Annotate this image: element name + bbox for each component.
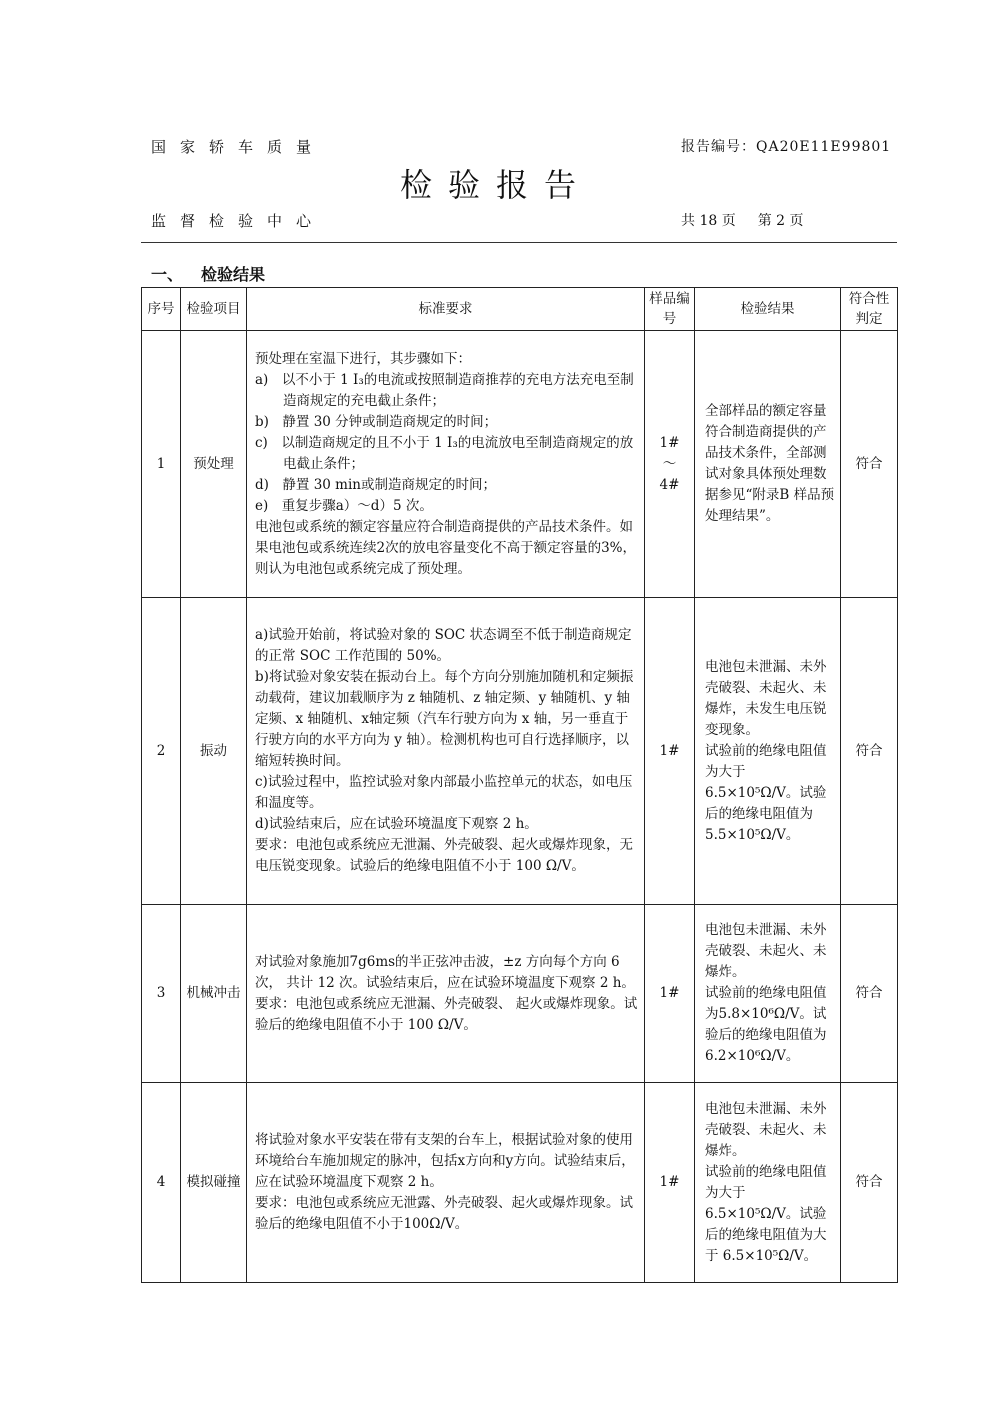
row-verdict: 符合 [841,905,898,1083]
requirement-line: 要求：电池包或系统应无泄漏、外壳破裂、 起火或爆炸现象。试验后的绝缘电阻值不小于 100 Ω/V。 [255,995,638,1033]
row-result [695,1083,841,1283]
requirement-line: e) 重复步骤a）～d）5 次。 [255,497,433,514]
row-sample [645,1083,695,1283]
sample-line: 1# [659,985,680,1001]
row-requirements [247,598,645,905]
requirement-line: d) 静置 30 min或制造商规定的时间； [255,476,496,493]
result-line: 试验前的绝缘电阻值为大于 6.5×10⁵Ω/V。试验后的绝缘电阻值为5.5×10⁵Ω/V。 [705,742,827,843]
requirement-line: b)将试验对象安装在振动台上。每个方向分别施加随机和定频振动载荷，建议加载顺序为 z 轴随机、z 轴定频、y 轴随机、y 轴定频、x 轴随机、x轴定频（汽车行驶方向为 x 轴，另一垂直于行驶方向的水平方向为 y 轴）。检测机构也可自行选择顺序，以缩短转换时间。 [255,669,634,769]
requirement-line: 将试验对象水平安装在带有支架的台车上，根据试验对象的使用环境给台车施加规定的脉冲，包括x方向和y方向。试验结束后，应在试验环境温度下观察 2 h。 [255,1132,635,1190]
row-verdict: 符合 [841,1083,898,1283]
row-requirements [247,905,645,1083]
row-sample [645,905,695,1083]
requirement-line: d)试验结束后，应在试验环境温度下观察 2 h。 [255,816,538,832]
result-line: 电池包未泄漏、未外壳破裂、未起火、未爆炸。 [705,1100,827,1159]
requirement-line: 对试验对象施加7g6ms的半正弦冲击波，±z 方向每个方向 6 次， 共计 12 次。试验结束后，应在试验环境温度下观察 2 h。 [255,953,635,991]
col-header-item: 检验项目 [181,288,247,331]
sample-line: 1# [659,742,680,759]
table-row [142,598,898,905]
header-divider [141,242,897,243]
page-info [681,210,812,230]
page-title: 检验报告 [399,166,592,204]
org-name-line1: 国家轿车质量 [151,138,326,156]
requirement-line: c)试验过程中，监控试验对象内部最小监控单元的状态，如电压和温度等。 [255,774,633,811]
result-line: 电池包未泄漏、未外壳破裂、未起火、未爆炸。 [705,922,827,980]
row-result [695,598,841,905]
result-line: 全部样品的额定容量符合制造商提供的产品技术条件，全部测试对象具体预处理数据参见“附录B 样品预处理结果”。 [705,403,835,524]
sample-line: ～ [662,455,677,472]
row-item: 机械冲击 [181,905,247,1083]
requirement-line: 要求：电池包或系统应无泄漏、外壳破裂、起火或爆炸现象，无电压锐变现象。试验后的绝缘电阻值不小于 100 Ω/V。 [255,837,633,874]
col-header-sample: 样品编号 [645,288,695,331]
report-number [681,136,891,156]
section-heading [151,262,265,285]
org-name-line2: 监督检验中心 [151,212,326,230]
row-no: 3 [142,905,181,1083]
table-row [142,905,898,1083]
requirement-line: a) 以不小于 1 I₃的电流或按照制造商推荐的充电方法充电至制造商规定的充电截止条件； [255,371,634,409]
row-no: 4 [142,1083,181,1283]
report-number-label: 报告编号： [681,139,756,155]
row-sample [645,598,695,905]
section-title: 检验结果 [201,265,266,284]
row-item: 模拟碰撞 [181,1083,247,1283]
row-item: 振动 [181,598,247,905]
row-result [695,331,841,598]
table-header-row [142,288,898,331]
results-table [141,287,898,1283]
row-verdict: 符合 [841,598,898,905]
row-sample [645,331,695,598]
row-no: 2 [142,598,181,905]
requirement-line: 预处理在室温下进行，其步骤如下： [255,350,471,367]
requirement-line: a)试验开始前，将试验对象的 SOC 状态调至不低于制造商规定的正常 SOC 工作范围的 50%。 [255,627,632,664]
total-pages: 共 18 页 [681,213,736,229]
requirement-line: 要求：电池包或系统应无泄露、外壳破裂、起火或爆炸现象。试验后的绝缘电阻值不小于100Ω/V。 [255,1195,633,1232]
row-requirements [247,331,645,598]
row-requirements [247,1083,645,1283]
result-line: 电池包未泄漏、未外壳破裂、未起火、未爆炸，未发生电压锐变现象。 [705,658,827,738]
col-header-no: 序号 [142,288,181,331]
col-header-result: 检验结果 [695,288,841,331]
row-verdict: 符合 [841,331,898,598]
table-row [142,1083,898,1283]
page-number: 第 2 页 [757,213,804,229]
section-number: 一、 [151,265,184,284]
result-line: 试验前的绝缘电阻值为大于6.5×10⁵Ω/V。试验后的绝缘电阻值为大于 6.5×10⁵Ω/V。 [705,1163,827,1264]
requirement-line: c) 以制造商规定的且不小于 1 I₃的电流放电至制造商规定的放电截止条件； [255,434,634,472]
row-result [695,905,841,1083]
table-row [142,331,898,598]
requirement-line: b) 静置 30 分钟或制造商规定的时间； [255,413,498,430]
row-item: 预处理 [181,331,247,598]
result-line: 试验前的绝缘电阻值为5.8×10⁶Ω/V。试验后的绝缘电阻值为6.2×10⁶Ω/V。 [705,985,827,1064]
sample-line: 1# [659,434,680,451]
sample-line: 4# [659,476,680,493]
requirement-line: 电池包或系统的额定容量应符合制造商提供的产品技术条件。如果电池包或系统连续2次的放电容量变化不高于额定容量的3%，则认为电池包或系统完成了预处理。 [255,518,637,577]
report-number-value: QA20E11E99801 [756,139,892,155]
row-no: 1 [142,331,181,598]
col-header-requirements: 标准要求 [247,288,645,331]
col-header-verdict: 符合性判定 [841,288,898,331]
sample-line: 1# [659,1174,680,1190]
